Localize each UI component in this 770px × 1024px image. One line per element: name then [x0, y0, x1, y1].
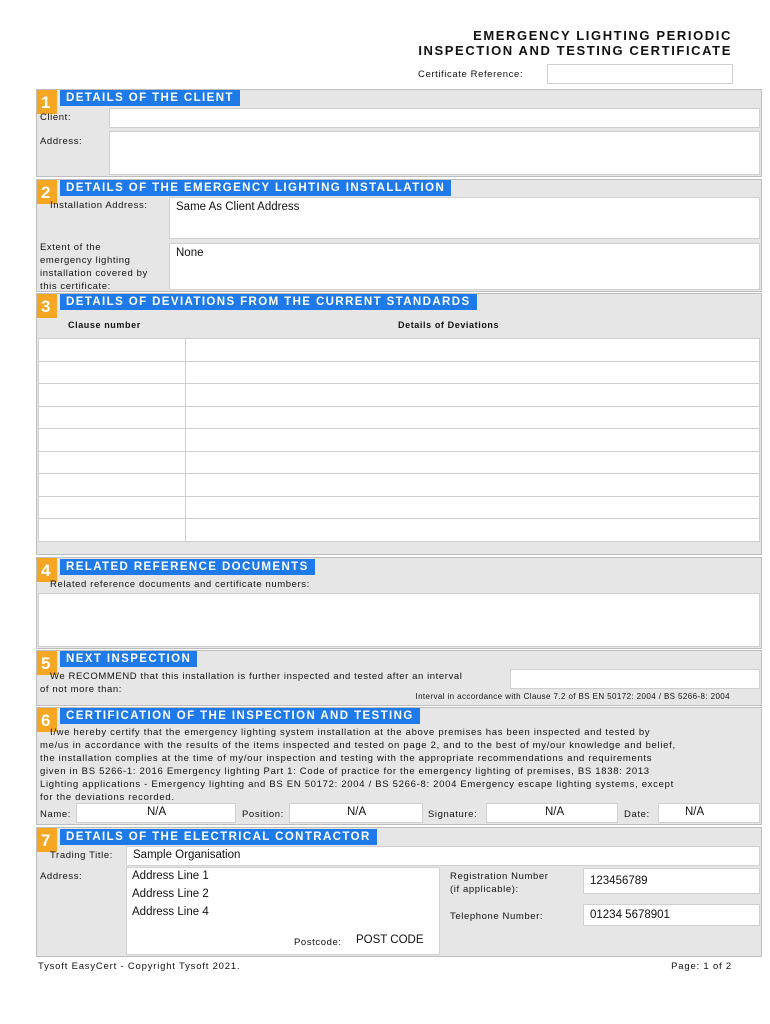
- next-inspection-text-line1: We RECOMMEND that this installation is further inspected and tested after an interval: [50, 671, 463, 682]
- signature-label: Signature:: [428, 809, 478, 820]
- section-heading-deviations: DETAILS OF DEVIATIONS FROM THE CURRENT STANDARDS: [60, 294, 477, 310]
- column-header-details: Details of Deviations: [398, 320, 500, 330]
- deviation-row: [39, 406, 760, 429]
- deviation-row: [39, 429, 760, 452]
- deviation-details-cell[interactable]: [186, 406, 760, 429]
- deviation-row: [39, 451, 760, 474]
- column-header-clause: Clause number: [68, 320, 141, 330]
- reference-documents-label: Related reference documents and certificate numbers:: [50, 579, 310, 590]
- footer-copyright: Tysoft EasyCert - Copyright Tysoft 2021.: [38, 961, 241, 972]
- telephone-number-field[interactable]: 01234 5678901: [583, 904, 760, 926]
- deviation-clause-cell[interactable]: [39, 361, 186, 384]
- position-label: Position:: [242, 809, 284, 820]
- next-inspection-interval-field[interactable]: [510, 669, 760, 689]
- section-heading-client: DETAILS OF THE CLIENT: [60, 90, 240, 106]
- deviation-row: [39, 496, 760, 519]
- next-inspection-text-line2: of not more than:: [40, 684, 123, 695]
- section-heading-installation: DETAILS OF THE EMERGENCY LIGHTING INSTALLATION: [60, 180, 451, 196]
- trading-title-field[interactable]: Sample Organisation: [126, 846, 760, 866]
- deviation-clause-cell[interactable]: [39, 384, 186, 407]
- installation-address-label: Installation Address:: [50, 200, 148, 211]
- reference-documents-field[interactable]: [38, 593, 760, 647]
- deviation-clause-cell[interactable]: [39, 451, 186, 474]
- footer-page-number: Page: 1 of 2: [671, 961, 732, 972]
- section-heading-certification: CERTIFICATION OF THE INSPECTION AND TESTING: [60, 708, 420, 724]
- certification-para-line: given in BS 5266-1: 2016 Emergency lighting Part 1: Code of practice for the emergency lighting of premises, BS 1838: 2013: [40, 766, 650, 777]
- contractor-address-line: Address Line 4: [132, 906, 209, 918]
- contractor-address-label: Address:: [40, 871, 83, 882]
- extent-label: Extent of the emergency lighting installation covered by this certificate:: [40, 242, 148, 292]
- client-field[interactable]: [109, 108, 760, 128]
- postcode-value: POST CODE: [356, 934, 424, 946]
- deviation-details-cell[interactable]: [186, 519, 760, 542]
- deviation-clause-cell[interactable]: [39, 474, 186, 497]
- date-label: Date:: [624, 809, 650, 820]
- certificate-reference-field[interactable]: [547, 64, 733, 84]
- deviation-details-cell[interactable]: [186, 429, 760, 452]
- deviation-details-cell[interactable]: [186, 384, 760, 407]
- section-number: 3: [41, 297, 51, 316]
- deviation-details-cell[interactable]: [186, 361, 760, 384]
- deviation-clause-cell[interactable]: [39, 496, 186, 519]
- deviation-details-cell[interactable]: [186, 474, 760, 497]
- postcode-label: Postcode:: [294, 937, 342, 948]
- client-label: Client:: [40, 112, 72, 123]
- section-heading-electrical-contractor: DETAILS OF THE ELECTRICAL CONTRACTOR: [60, 829, 377, 845]
- section-number: 1: [41, 93, 51, 112]
- deviation-clause-cell[interactable]: [39, 519, 186, 542]
- section-number: 6: [41, 711, 51, 730]
- contractor-address-line: Address Line 2: [132, 888, 209, 900]
- deviation-details-cell[interactable]: [186, 496, 760, 519]
- deviation-clause-cell[interactable]: [39, 339, 186, 362]
- document-title-line1: EMERGENCY LIGHTING PERIODIC: [473, 28, 732, 43]
- position-field[interactable]: N/A: [289, 803, 423, 823]
- section-number: 5: [41, 654, 51, 673]
- certificate-reference-label: Certificate Reference:: [418, 69, 524, 80]
- client-address-field[interactable]: [109, 131, 760, 175]
- certification-para-line: I/we hereby certify that the emergency lighting system installation at the above premises has been inspected and tested by: [50, 727, 651, 738]
- extent-field[interactable]: None: [169, 243, 760, 290]
- date-field[interactable]: N/A: [658, 803, 760, 823]
- section-heading-reference-documents: RELATED REFERENCE DOCUMENTS: [60, 559, 315, 575]
- deviation-clause-cell[interactable]: [39, 406, 186, 429]
- telephone-label: Telephone Number:: [450, 911, 544, 922]
- section-number: 7: [41, 831, 51, 850]
- installation-address-field[interactable]: Same As Client Address: [169, 197, 760, 239]
- deviation-row: [39, 339, 760, 362]
- deviation-row: [39, 384, 760, 407]
- interval-note: Interval in accordance with Clause 7.2 of BS EN 50172: 2004 / BS 5266-8: 2004: [415, 692, 730, 701]
- deviation-row: [39, 474, 760, 497]
- document-title-line2: INSPECTION AND TESTING CERTIFICATE: [418, 43, 732, 58]
- deviation-row: [39, 519, 760, 542]
- deviation-details-cell[interactable]: [186, 451, 760, 474]
- registration-number-field[interactable]: 123456789: [583, 868, 760, 894]
- contractor-address-line: Address Line 1: [132, 870, 209, 882]
- client-address-label: Address:: [40, 136, 83, 147]
- signature-field[interactable]: N/A: [486, 803, 618, 823]
- deviation-row: [39, 361, 760, 384]
- deviation-details-cell[interactable]: [186, 339, 760, 362]
- name-label: Name:: [40, 809, 71, 820]
- trading-title-label: Trading Title:: [50, 850, 113, 861]
- certification-para-line: me/us in accordance with the results of the items inspected and tested on page 2, and to the best of my/our knowledge and belief,: [40, 740, 676, 751]
- deviations-table: [38, 338, 760, 542]
- certification-para-line: Lighting applications - Emergency lighting and BS EN 50172: 2004 / BS 5266-8: 2004 Emergency escape lighting systems, except: [40, 779, 674, 790]
- registration-label-line1: Registration Number: [450, 871, 549, 882]
- certification-para-line: for the deviations recorded.: [40, 792, 175, 803]
- section-number: 4: [41, 561, 51, 580]
- registration-label-line2: (if applicable):: [450, 884, 519, 895]
- deviation-clause-cell[interactable]: [39, 429, 186, 452]
- section-heading-next-inspection: NEXT INSPECTION: [60, 651, 197, 667]
- certification-para-line: the installation complies at the time of my/our inspection and testing with the appropriate recommendations and requirements: [40, 753, 653, 764]
- section-number: 2: [41, 183, 51, 202]
- name-field[interactable]: N/A: [76, 803, 236, 823]
